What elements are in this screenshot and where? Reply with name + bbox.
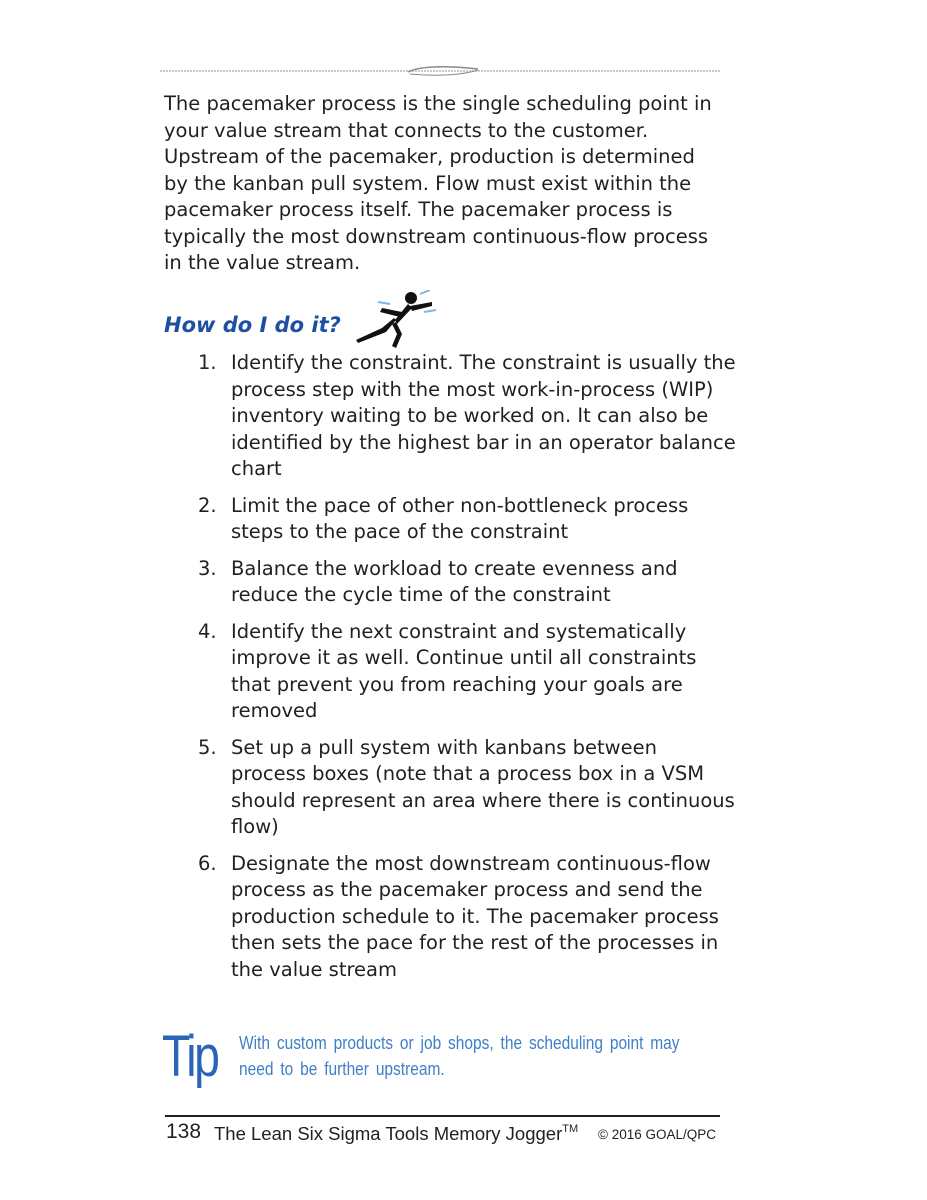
section-heading: How do I do it? [164, 313, 341, 337]
list-item [198, 851, 738, 984]
list-item [198, 735, 738, 841]
list-item [198, 619, 738, 725]
step-text: Identify the next constraint and systematically improve it as well. Continue until all constraints that prevent you from reaching your goals are removed [231, 619, 697, 722]
intro-paragraph: The pacemaker process is the single scheduling point in your value stream that connects to the customer. Upstream of the pacemaker, production is determined by the kanban pull system. Flow must exist within the pacemaker process itself. The pacemaker process is typically the most downstream continuous-flow process in the value stream. [164, 92, 712, 274]
step-text: Set up a pull system with kanbans between process boxes (note that a process box in a VSM should represent an area where there is continuous flow) [231, 735, 735, 838]
page-footer [166, 1120, 726, 1150]
step-text: Identify the constraint. The constraint is usually the process step with the most work-in-process (WIP) inventory waiting to be worked on. It can also be identified by the highest bar in an operator balance chart [231, 351, 736, 480]
book-title [214, 1123, 578, 1145]
page-number: 138 [166, 1120, 202, 1143]
step-number: 4. [198, 619, 217, 643]
step-number: 5. [198, 735, 217, 759]
step-number: 6. [198, 851, 217, 875]
trademark-mark: TM [562, 1123, 579, 1135]
step-text: Limit the pace of other non-bottleneck process steps to the pace of the constraint [231, 493, 689, 543]
list-item [198, 493, 738, 546]
steps-list [198, 350, 738, 993]
step-text: Designate the most downstream continuous-flow process as the pacemaker process and send the production schedule to it. The pacemaker process then sets the pace for the rest of the processes in the value stream [231, 851, 719, 981]
tip-label: Tip [162, 1024, 218, 1089]
step-number: 2. [198, 493, 217, 517]
step-number: 3. [198, 556, 217, 580]
list-item [198, 350, 738, 483]
copyright-notice: © 2016 GOAL/QPC [598, 1127, 716, 1142]
footer-divider [165, 1115, 720, 1117]
tip-text: With custom products or job shops, the scheduling point may need to be further upstream. [239, 1033, 680, 1079]
step-number: 1. [198, 351, 217, 374]
decorative-swirl-rule-icon [160, 64, 720, 78]
list-item [198, 556, 738, 609]
book-title-text: The Lean Six Sigma Tools Memory Jogger [214, 1123, 563, 1144]
running-man-icon [350, 290, 440, 350]
step-text: Balance the workload to create evenness and reduce the cycle time of the constraint [231, 556, 678, 606]
